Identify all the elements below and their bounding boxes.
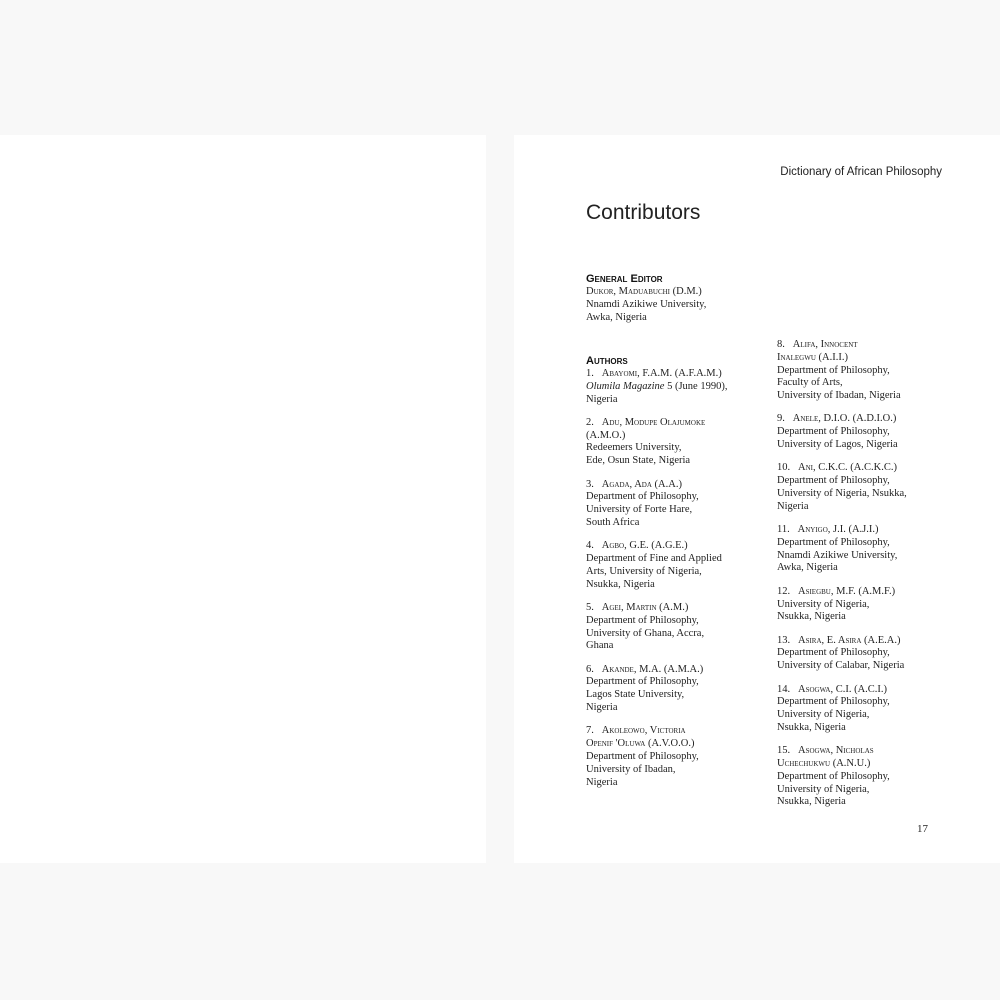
authors-column-right bbox=[777, 339, 947, 820]
general-editor-section bbox=[586, 273, 746, 324]
editor-name: Dukor, Maduabuchi (D.M.) bbox=[586, 286, 702, 297]
left-page bbox=[0, 135, 486, 863]
general-editor-heading: General Editor bbox=[586, 273, 663, 285]
author-affiliation-line: University of Ibadan, bbox=[586, 763, 676, 775]
author-number: 1. bbox=[586, 368, 594, 379]
author-affiliation-line: South Africa bbox=[586, 516, 640, 528]
author-number: 9. bbox=[777, 413, 785, 425]
author-name: Adu, Modupe Olajumoke bbox=[601, 416, 706, 428]
author-name: Akoleowo, Victoria bbox=[601, 725, 686, 737]
author-number: 15. bbox=[777, 745, 791, 757]
author-entry bbox=[777, 462, 947, 513]
author-affiliation-line: Ede, Osun State, Nigeria bbox=[586, 455, 691, 467]
author-name: Ani, C.K.C. (A.C.K.C.) bbox=[798, 462, 897, 474]
author-affiliation-line: Department of Philosophy, bbox=[777, 647, 890, 659]
author-number: 11. bbox=[777, 524, 790, 536]
author-affiliation-line: University of Ibadan, Nigeria bbox=[777, 390, 901, 402]
author-affiliation-line: Nigeria bbox=[586, 702, 618, 714]
author-affiliation-line: University of Nigeria, Nsukka, bbox=[777, 487, 907, 499]
author-affiliation-line: University of Nigeria, bbox=[777, 709, 870, 721]
author-number: 2. bbox=[586, 416, 594, 428]
author-affiliation-line: University of Ghana, Accra, bbox=[586, 627, 705, 639]
author-number: 6. bbox=[586, 663, 594, 675]
author-affiliation-line: Department of Philosophy, bbox=[586, 491, 699, 503]
author-affiliation-line: University of Calabar, Nigeria bbox=[777, 660, 905, 672]
page-number: 17 bbox=[917, 823, 928, 835]
author-affiliation-line: Olumila Magazine 5 (June 1990), bbox=[586, 380, 728, 392]
author-affiliation-line: University of Forte Hare, bbox=[586, 504, 693, 516]
page-title: Contributors bbox=[586, 201, 701, 224]
author-affiliation-line: Department of Philosophy, bbox=[586, 676, 699, 688]
author-entry bbox=[586, 540, 746, 591]
author-affiliation-line: Department of Philosophy, bbox=[777, 426, 890, 438]
author-affiliation-line: Department of Fine and Applied bbox=[586, 553, 722, 565]
author-affiliation-line: Nsukka, Nigeria bbox=[777, 721, 846, 733]
author-entry bbox=[586, 664, 746, 715]
author-name: Anele, D.I.O. (A.D.I.O.) bbox=[792, 413, 897, 425]
author-affiliation-line: Lagos State University, bbox=[586, 689, 685, 701]
author-name: Inalegwu (A.I.I.) bbox=[777, 351, 848, 363]
author-name: Akande, M.A. (A.M.A.) bbox=[601, 663, 704, 675]
author-entry bbox=[777, 586, 947, 624]
author-number: 13. bbox=[777, 634, 791, 646]
author-name: Anyigo, J.I. (A.J.I.) bbox=[797, 524, 879, 536]
author-name: Agada, Ada (A.A.) bbox=[601, 478, 682, 490]
author-affiliation-line: Nsukka, Nigeria bbox=[777, 796, 846, 808]
author-name: (A.M.O.) bbox=[586, 429, 626, 441]
editor-affiliation-line: Awka, Nigeria bbox=[586, 311, 647, 323]
author-number: 10. bbox=[777, 462, 791, 474]
author-name: Asira, E. Asira (A.E.A.) bbox=[798, 634, 901, 646]
author-entry bbox=[586, 479, 746, 530]
author-entry bbox=[777, 339, 947, 403]
author-affiliation-line: University of Lagos, Nigeria bbox=[777, 439, 898, 451]
author-name: Asogwa, C.I. (A.C.I.) bbox=[798, 683, 888, 695]
author-entry bbox=[777, 745, 947, 809]
author-number: 3. bbox=[586, 478, 594, 490]
author-number: 12. bbox=[777, 585, 791, 597]
author-affiliation-line: Nigeria bbox=[586, 393, 618, 405]
author-name: Agei, Martin (A.M.) bbox=[601, 601, 689, 613]
author-entry bbox=[777, 413, 947, 451]
author-affiliation-line: Redeemers University, bbox=[586, 442, 682, 454]
author-entry bbox=[586, 417, 746, 468]
author-affiliation-line: Department of Philosophy, bbox=[777, 696, 890, 708]
author-affiliation-line: University of Nigeria, bbox=[777, 598, 870, 610]
author-affiliation-line: Nigeria bbox=[586, 776, 618, 788]
author-affiliation-line: Nnamdi Azikiwe University, bbox=[777, 549, 898, 561]
author-entry bbox=[586, 602, 746, 653]
editor-affiliation-line: Nnamdi Azikiwe University, bbox=[586, 298, 707, 310]
author-affiliation-line: Department of Philosophy, bbox=[777, 475, 890, 487]
author-name: Abayomi, F.A.M. (A.F.A.M.) bbox=[601, 368, 722, 379]
author-entry bbox=[777, 635, 947, 673]
author-affiliation-line: Department of Philosophy, bbox=[777, 770, 890, 782]
author-affiliation-line: Department of Philosophy, bbox=[586, 614, 699, 626]
author-affiliation-line: University of Nigeria, bbox=[777, 783, 870, 795]
author-number: 14. bbox=[777, 683, 791, 695]
author-entry bbox=[586, 725, 746, 789]
author-name: Openif 'Oluwa (A.V.O.O.) bbox=[586, 738, 695, 750]
authors-heading: Authors bbox=[586, 355, 628, 367]
author-name: Alifa, Innocent bbox=[792, 339, 858, 350]
author-affiliation-line: Department of Philosophy, bbox=[586, 750, 699, 762]
authors-column-left bbox=[586, 355, 746, 800]
author-affiliation-line: Faculty of Arts, bbox=[777, 377, 843, 389]
author-number: 7. bbox=[586, 725, 594, 737]
author-number: 4. bbox=[586, 540, 594, 552]
author-number: 8. bbox=[777, 339, 785, 350]
author-affiliation-line: Nsukka, Nigeria bbox=[586, 578, 655, 590]
author-affiliation-line: Nigeria bbox=[777, 500, 809, 512]
author-entry bbox=[777, 684, 947, 735]
author-entry bbox=[586, 368, 746, 406]
right-page bbox=[514, 135, 1000, 863]
author-name: Asiegbu, M.F. (A.M.F.) bbox=[798, 585, 896, 597]
author-affiliation-line: Awka, Nigeria bbox=[777, 562, 838, 574]
author-number: 5. bbox=[586, 601, 594, 613]
author-name: Agbo, G.E. (A.G.E.) bbox=[601, 540, 688, 552]
running-head: Dictionary of African Philosophy bbox=[780, 166, 942, 178]
author-name: Uchechukwu (A.N.U.) bbox=[777, 758, 871, 770]
author-entry bbox=[777, 524, 947, 575]
author-name: Asogwa, Nicholas bbox=[798, 745, 874, 757]
author-affiliation-line: Department of Philosophy, bbox=[777, 536, 890, 548]
author-affiliation-line: Ghana bbox=[586, 640, 614, 652]
author-affiliation-line: Department of Philosophy, bbox=[777, 364, 890, 376]
author-affiliation-line: Nsukka, Nigeria bbox=[777, 611, 846, 623]
author-affiliation-line: Arts, University of Nigeria, bbox=[586, 565, 702, 577]
